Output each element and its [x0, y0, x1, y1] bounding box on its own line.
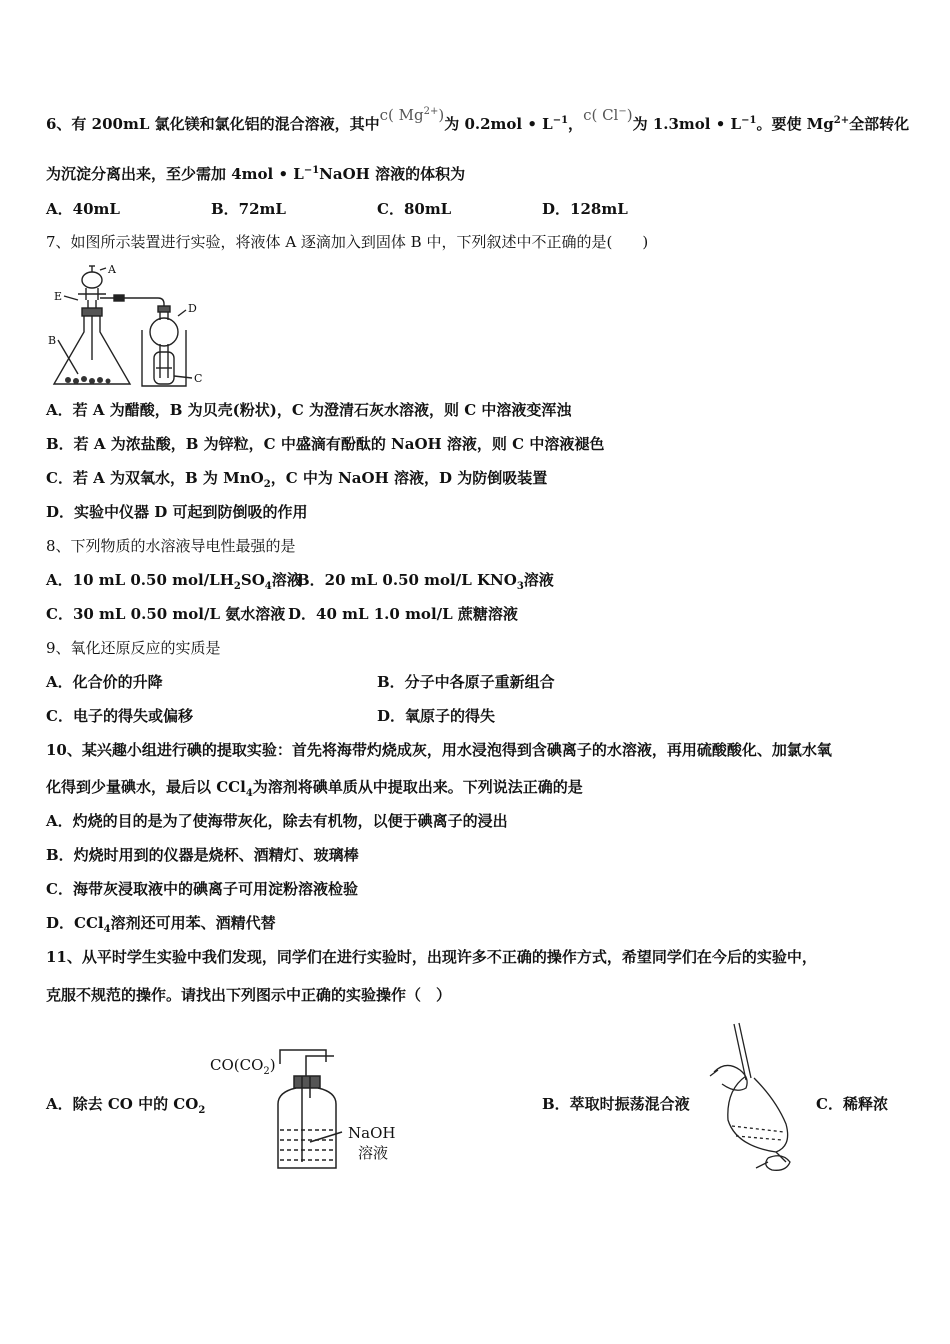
q10-option-a: A．灼烧的目的是为了使海带灰化，除去有机物，以便于碘离子的浸出: [46, 812, 508, 830]
q10-option-c: C．海带灰浸取液中的碘离子可用淀粉溶液检验: [46, 880, 358, 898]
q9-option-c: C．电子的得失或偏移: [46, 707, 193, 725]
q6-line2: 为沉淀分离出来，至少需加 4mol • $L^{-1}NaOH$ 溶液的体积为: [46, 165, 466, 183]
q6-option-b: B．72mL: [211, 200, 286, 218]
q7-option-c: C．若 A 为双氧水，B 为 MnO$_2$，C 中为 NaOH 溶液，D 为防倒吸装置: [46, 469, 548, 490]
q11-gas-wash-bottle-figure: [208, 1046, 418, 1172]
q11-line2: 克服不规范的操作。请找出下列图示中正确的实验操作（ ）: [46, 986, 452, 1004]
q6-option-d: D．128mL: [542, 200, 628, 218]
q9-option-a: A．化合价的升降: [46, 673, 163, 691]
q7-option-d: D．实验中仪器 D 可起到防倒吸的作用: [46, 503, 308, 521]
fig-naoh-label: NaOH: [348, 1124, 396, 1142]
q6-option-c: C．80mL: [377, 200, 452, 218]
q9-option-d: D．氧原子的得失: [377, 707, 496, 725]
q8-option-d: D．40 mL 1.0 mol/L 蔗糖溶液: [288, 605, 518, 623]
q7-option-a: A．若 A 为醋酸，B 为贝壳(粉状)，C 为澄清石灰水溶液，则 C 中溶液变浑浊: [46, 401, 572, 419]
q9-stem: 9、氧化还原反应的实质是: [46, 639, 221, 657]
q8-stem: 8、下列物质的水溶液导电性最强的是: [46, 537, 296, 555]
q10-line2: 化得到少量碘水，最后以 CCl$_4$为溶剂将碘单质从中提取出来。下列说法正确的是: [46, 778, 583, 799]
label-b: B: [48, 334, 57, 347]
label-c: C: [194, 372, 203, 385]
q11-option-c: C．稀释浓: [816, 1095, 888, 1113]
q6-line1: 6、有 200mL 氯化镁和氯化铝的混合溶液，其中c( $Mg^{2+}$)为 0.2mol • $L^{-1}$，c( Cl−)为 1.3mol • $L^{-1}$。要使 $Mg^{2+}$全部转化: [46, 106, 910, 133]
q9-option-b: B．分子中各原子重新组合: [377, 673, 555, 691]
q10-option-d: D．CCl$_4$溶剂还可用苯、酒精代替: [46, 914, 276, 935]
q8-option-c: C．30 mL 0.50 mol/L 氨水溶液: [46, 605, 286, 623]
q10-line1: 10、某兴趣小组进行碘的提取实验：首先将海带灼烧成灰，用水浸泡得到含碘离子的水溶液，再用硫酸酸化、加氯水氧: [46, 741, 832, 759]
q10-option-b: B．灼烧时用到的仪器是烧杯、酒精灯、玻璃棒: [46, 846, 359, 864]
q7-apparatus-figure: [46, 260, 216, 392]
q6-c-cl: c( Cl−): [583, 106, 633, 124]
label-a: A: [108, 263, 116, 276]
q11-separatory-funnel-shaking-figure: [706, 1020, 798, 1174]
q6-text-b: 为 0.2mol • L: [444, 115, 553, 133]
q11-option-b: B．萃取时振荡混合液: [542, 1095, 690, 1113]
q6-c-mg: c( $Mg^{2+}$): [379, 106, 445, 124]
q8-option-b: B．20 mL 0.50 mol/L $KNO_3$溶液: [297, 571, 554, 592]
q6-option-a: A．40mL: [46, 200, 120, 218]
q11-line1: 11、从平时学生实验中我们发现，同学们在进行实验时，出现许多不正确的操作方式，希望同学们在今后的实验中，: [46, 948, 817, 966]
q7-stem: 7、如图所示装置进行实验，将液体 A 逐滴加入到固体 B 中，下列叙述中不正确的是( ): [46, 233, 649, 251]
q6-text-a: 6、有 200mL 氯化镁和氯化铝的混合溶液，其中: [46, 115, 380, 133]
fig-gas-label: $CO(CO_2)$: [210, 1056, 276, 1077]
q8-option-a: A．10 mL 0.50 mol/$LH_2SO_4$溶液: [46, 571, 302, 592]
q7-option-b: B．若 A 为浓盐酸，B 为锌粒，C 中盛滴有酚酞的 NaOH 溶液，则 C 中溶液褪色: [46, 435, 605, 453]
label-d: D: [188, 302, 197, 315]
q11-option-a: A．除去 CO 中的 $CO_2$: [46, 1095, 206, 1116]
fig-solution-label: 溶液: [358, 1144, 389, 1162]
label-e: E: [54, 290, 63, 303]
